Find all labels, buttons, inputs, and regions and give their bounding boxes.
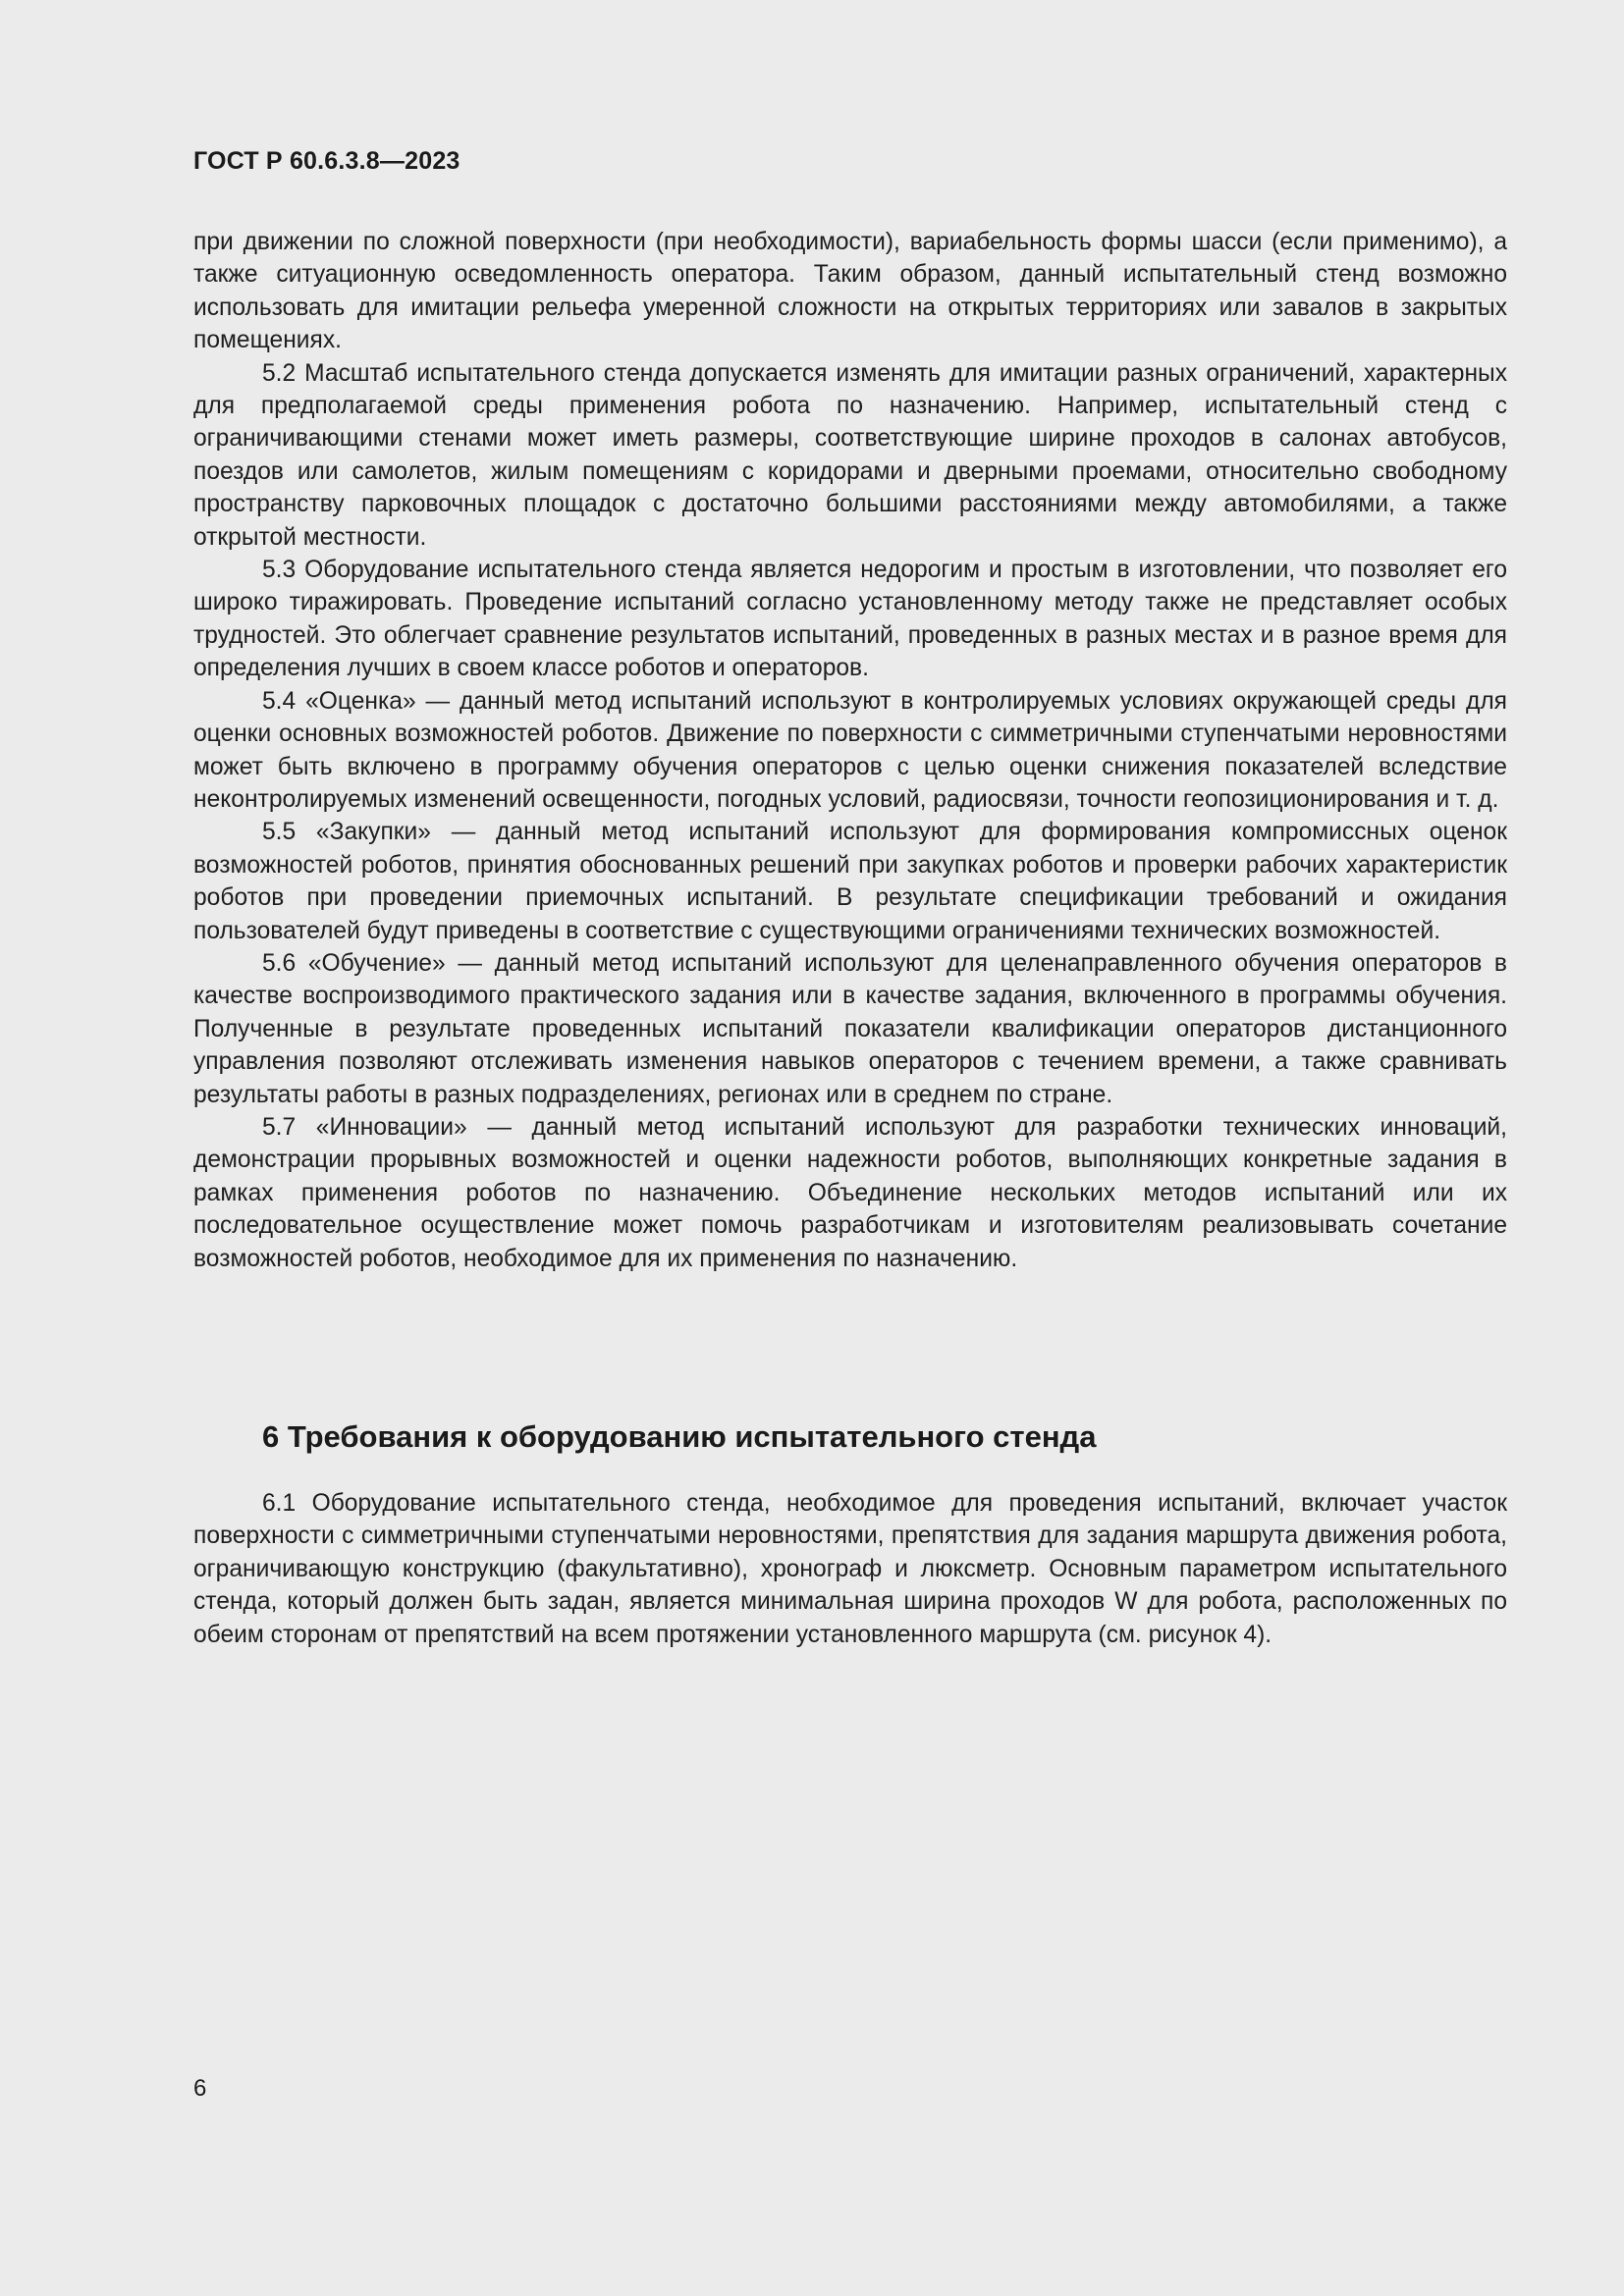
paragraph-5-7: 5.7 «Инновации» — данный метод испытаний используют для разработки технических инноваций, демонстрации прорывных возможностей и оценки надежности роботов, выполняющих конкретные задания в рамках применения роботов по назначению. Объединение нескольких методов испытаний или их последовательное осуществление может помочь разработчикам и изготовителям реализовывать сочетание возможностей роботов, необходимое для их применения по назначению. (193, 1113, 1507, 1272)
paragraph-6-1: 6.1 Оборудование испытательного стенда, необходимое для проведения испытаний, включает участок поверхности с симметричными ступенчатыми неровностями, препятствия для задания маршрута движения робота, ограничивающую конструкцию (факультативно), хронограф и люксметр. Основным параметром испытательного стенда, который должен быть задан, является минимальная ширина проходов W для робота, расположенных по обеим сторонам от препятствий на всем протяжении установленного маршрута (см. рисунок 4). (193, 1490, 1507, 1648)
page-number: 6 (193, 2075, 207, 2102)
paragraph-5-2: 5.2 Масштаб испытательного стенда допускается изменять для имитации разных ограничений, характерных для предполагаемой среды применения робота по назначению. Например, испытательный стенд с ограничивающими стенами может иметь размеры, соответствующие ширине проходов в салонах автобусов, поездов или самолетов, жилым помещениям с коридорами и дверными проемами, относительно свободному пространству парковочных площадок с достаточно большими расстояниями между автомобилями, а также открытой местности. (193, 359, 1507, 551)
paragraph-continuation: при движении по сложной поверхности (при необходимости), вариабельность формы шасси (если применимо), а также ситуационную осведомленность оператора. Таким образом, данный испытательный стенд возможно использовать для имитации рельефа умеренной сложности на открытых территориях или завалов в закрытых помещениях. (193, 229, 1507, 354)
paragraph-5-4: 5.4 «Оценка» — данный метод испытаний используют в контролируемых условиях окружающей среды для оценки основных возможностей роботов. Движение по поверхности с симметричными ступенчатыми неровностями может быть включено в программу обучения операторов с целью оценки снижения показателей вследствие неконтролируемых изменений освещенности, погодных условий, радиосвязи, точности геопозиционирования и т. д. (193, 687, 1507, 813)
paragraph-5-5: 5.5 «Закупки» — данный метод испытаний используют для формирования компромиссных оценок возможностей роботов, принятия обоснованных решений при закупках роботов и проверки рабочих характеристик роботов при проведении приемочных испытаний. В результате спецификации требований и ожидания пользователей будут приведены в соответствие с существующими ограничениями технических возможностей. (193, 819, 1507, 944)
section-6-text (193, 1487, 1507, 1651)
section-6-heading: 6 Требования к оборудованию испытательного стенда (262, 1419, 1097, 1454)
body-text (193, 226, 1507, 1275)
document-code-header: ГОСТ Р 60.6.3.8—2023 (193, 147, 460, 175)
paragraph-5-3: 5.3 Оборудование испытательного стенда является недорогим и простым в изготовлении, что позволяет его широко тиражировать. Проведение испытаний согласно установленному методу также не представляет особых трудностей. Это облегчает сравнение результатов испытаний, проведенных в разных местах и в разное время для определения лучших в своем классе роботов и операторов. (193, 557, 1507, 682)
paragraph-5-6: 5.6 «Обучение» — данный метод испытаний используют для целенаправленного обучения операторов в качестве воспроизводимого практического задания или в качестве задания, включенного в программы обучения. Полученные в результате проведенных испытаний показатели квалификации операторов дистанционного управления позволяют отслеживать изменения навыков операторов с течением времени, а также сравнивать результаты работы в разных подразделениях, регионах или в среднем по стране. (193, 949, 1507, 1108)
